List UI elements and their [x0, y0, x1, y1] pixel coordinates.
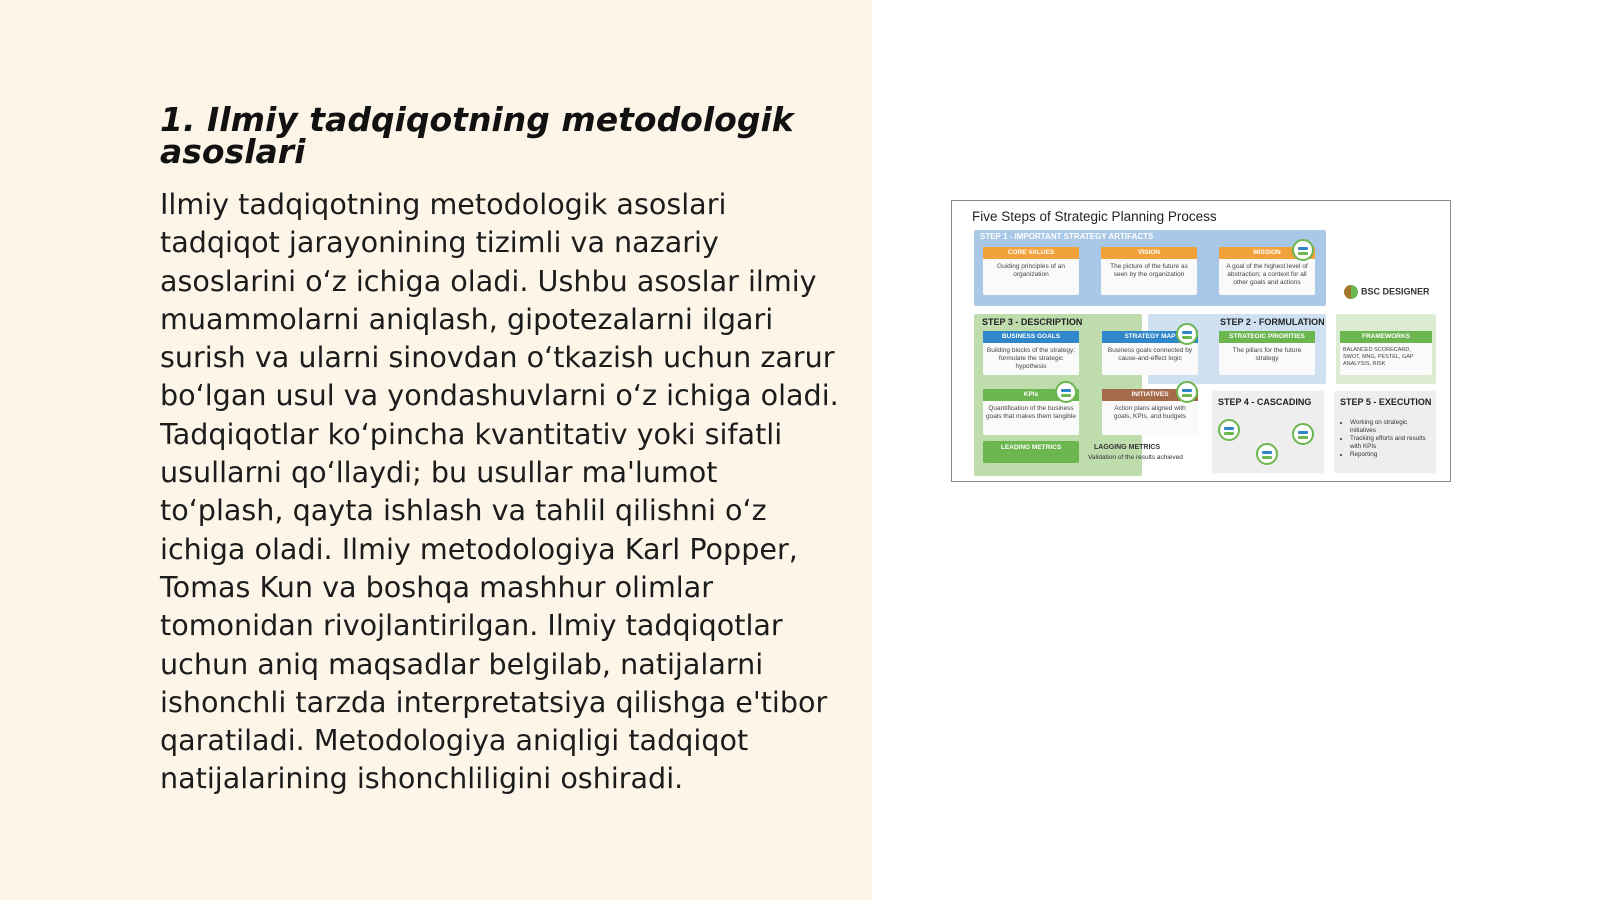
- lagging-metrics-label: LAGGING METRICS: [1094, 444, 1161, 451]
- frameworks-text: BALANCED SCORECARD, SWOT, MNG, PESTEL, GAP ANALYSIS, RISK: [1343, 347, 1414, 367]
- step3-label: STEP 3 - DESCRIPTION: [982, 317, 1083, 327]
- strategic-priorities-box: [1219, 331, 1315, 375]
- slide-title: 1. Ilmiy tadqiqotning metodologik asoslari: [160, 100, 794, 171]
- leading-metrics-box: [983, 441, 1079, 463]
- execution-item: • Working on strategic initiatives: [1350, 419, 1434, 435]
- frameworks-head: FRAMEWORKS: [1340, 331, 1432, 343]
- mission-icon: [1292, 239, 1314, 261]
- strategic-priorities-head: STRATEGIC PRIORITIES: [1219, 331, 1315, 343]
- strategy-map-text: Business goals connected by cause-and-effect logic: [1107, 347, 1193, 362]
- business-goals-head: BUSINESS GOALS: [983, 331, 1079, 343]
- strategy-map-icon: [1176, 323, 1198, 345]
- execution-item: • Reporting: [1350, 451, 1434, 459]
- core-values-text: Guiding principles of an organization: [997, 263, 1065, 278]
- initiatives-head: INITIATIVES: [1102, 389, 1198, 401]
- mission-text: A goal of the highest level of abstraction; a context for all other goals and actions: [1226, 263, 1308, 286]
- step2-label: STEP 2 - FORMULATION: [1220, 317, 1325, 327]
- kpis-head: KPIs: [983, 389, 1079, 401]
- kpis-icon: [1055, 381, 1077, 403]
- cascading-icon-2: [1292, 423, 1314, 445]
- vision-head: VISION: [1101, 247, 1197, 259]
- slide-body-text: Ilmiy tadqiqotning metodologik asoslari tadqiqot jarayonining tizimli va nazariy asoslarini o‘z ichiga oladi. Ushbu asoslar ilmiy muammolarni aniqlash, gipotezalarni ilgari surish va ularni sinovdan o‘tkazish uchun zarur bo‘lgan usul va yondashuvlarni o‘z ichiga oladi. Tadqiqotlar ko‘pincha kvantitativ yoki sifatli usullarni qo‘llaydi; bu usullar ma'lumot to‘plash, qayta ishlash va tahlil qilishni o‘z ichiga oladi. Ilmiy metodologiya Karl Popper, Tomas Kun va boshqa mashhur olimlar tomonidan rivojlantirilgan. Ilmiy tadqiqotlar uchun aniq maqsadlar belgilab, natijalarni ishonchli tarzda interpretatsiya qilishga e'tibor qaratiladi. Metodologiya aniqligi tadqiqot natijalarining ishonchliligini oshiradi.: [160, 187, 839, 796]
- strategic-priorities-text: The pillars for the future strategy: [1232, 347, 1302, 362]
- business-goals-text: Building blocks of the strategy; formulate the strategic hypothesis: [986, 347, 1076, 370]
- frameworks-box: [1340, 331, 1432, 375]
- vision-box: [1101, 247, 1197, 295]
- initiatives-text: Action plans aligned with goals, KPIs, and budgets: [1113, 405, 1187, 420]
- infographic-title: Five Steps of Strategic Planning Process: [972, 209, 1217, 224]
- execution-item: • Tracking efforts and results with KPIs: [1350, 435, 1434, 451]
- strategic-planning-infographic: [951, 200, 1451, 482]
- step4-label: STEP 4 - CASCADING: [1218, 397, 1312, 407]
- mission-head: MISSION: [1219, 247, 1315, 259]
- lagging-metrics-text: Validation of the results achieved: [1088, 454, 1183, 461]
- logo-text: BSC DESIGNER: [1361, 286, 1430, 297]
- core-values-box: [983, 247, 1079, 295]
- step1-label: STEP 1 - IMPORTANT STRATEGY ARTIFACTS: [980, 232, 1154, 241]
- business-goals-box: [983, 331, 1079, 375]
- step5-label: STEP 5 - EXECUTION: [1340, 397, 1432, 407]
- core-values-head: CORE VALUES: [983, 247, 1079, 259]
- strategy-map-head: STRATEGY MAP: [1102, 331, 1198, 343]
- cascading-icon-1: [1218, 419, 1240, 441]
- leading-metrics-label: LEADING METRICS: [1000, 444, 1062, 451]
- cascading-icon-3: [1256, 443, 1278, 465]
- kpis-text: Quantification of the business goals that makes them tangible: [986, 405, 1076, 420]
- vision-text: The picture of the future as seen by the organization: [1110, 263, 1188, 278]
- logo-mark-icon: [1344, 285, 1358, 299]
- initiatives-icon: [1176, 381, 1198, 403]
- bsc-designer-logo: [1344, 285, 1430, 299]
- execution-list: [1340, 419, 1434, 459]
